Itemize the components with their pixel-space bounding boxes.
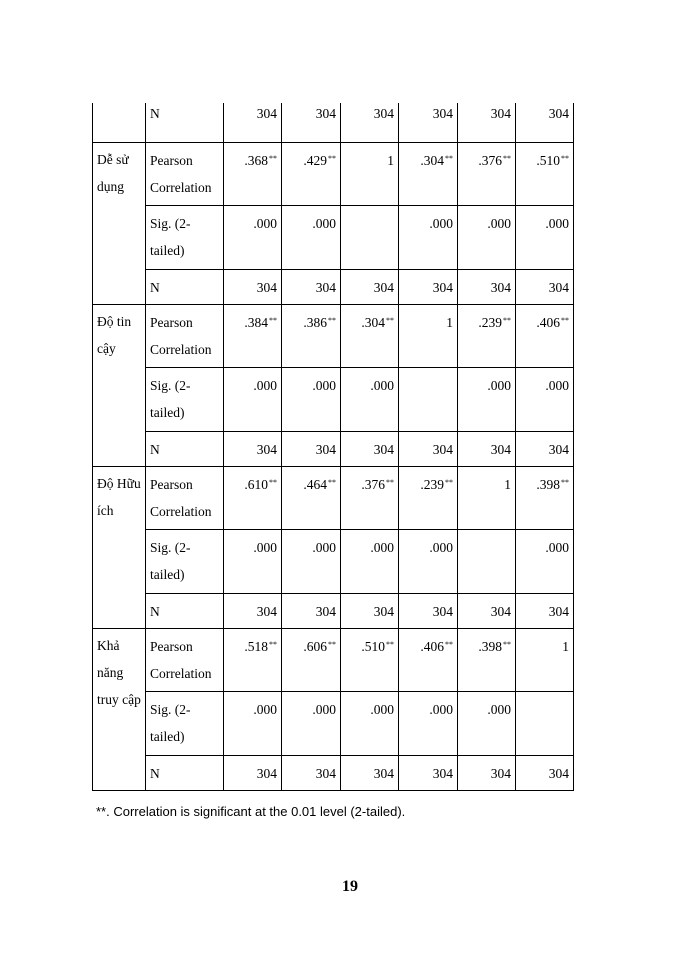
value-cell bbox=[399, 368, 458, 432]
value-cell: .510** bbox=[341, 629, 399, 692]
table-row bbox=[93, 530, 574, 594]
value-cell: .610** bbox=[224, 467, 282, 530]
stat-label-cell: N bbox=[146, 756, 224, 791]
value-cell: 1 bbox=[458, 467, 516, 530]
value-cell: .000 bbox=[224, 368, 282, 432]
table-row bbox=[93, 692, 574, 756]
stat-label-cell: N bbox=[146, 270, 224, 305]
value-cell: .000 bbox=[399, 206, 458, 270]
variable-name-cell: Khả năng truy cập bbox=[93, 629, 146, 791]
value-cell: 304 bbox=[458, 756, 516, 791]
stat-label-cell: Sig. (2-tailed) bbox=[146, 206, 224, 270]
value-cell: 304 bbox=[458, 103, 516, 143]
value-cell: .384** bbox=[224, 305, 282, 368]
stat-label-cell: Pearson Correlation bbox=[146, 143, 224, 206]
value-cell: .386** bbox=[282, 305, 341, 368]
value-cell: .518** bbox=[224, 629, 282, 692]
value-cell bbox=[516, 692, 574, 756]
value-cell: .000 bbox=[282, 206, 341, 270]
value-cell: .000 bbox=[224, 206, 282, 270]
variable-cell bbox=[93, 103, 146, 143]
stat-label-cell: N bbox=[146, 103, 224, 143]
value-cell: 304 bbox=[458, 270, 516, 305]
value-cell: .368** bbox=[224, 143, 282, 206]
stat-label-cell: N bbox=[146, 432, 224, 467]
value-cell: .000 bbox=[516, 368, 574, 432]
value-cell: 304 bbox=[516, 270, 574, 305]
value-cell: 304 bbox=[458, 432, 516, 467]
value-cell: 304 bbox=[282, 103, 341, 143]
table-row bbox=[93, 305, 574, 368]
value-cell: 304 bbox=[516, 594, 574, 629]
value-cell: 304 bbox=[341, 432, 399, 467]
stat-label-cell: Pearson Correlation bbox=[146, 305, 224, 368]
table-row bbox=[93, 206, 574, 270]
stat-label-cell: N bbox=[146, 594, 224, 629]
value-cell: .000 bbox=[282, 368, 341, 432]
value-cell: 304 bbox=[282, 270, 341, 305]
value-cell: .429** bbox=[282, 143, 341, 206]
variable-name-cell: Dễ sử dụng bbox=[93, 143, 146, 305]
variable-name-cell: Độ Hữu ích bbox=[93, 467, 146, 629]
stat-label-cell: Sig. (2-tailed) bbox=[146, 368, 224, 432]
table-row bbox=[93, 629, 574, 692]
table-row bbox=[93, 432, 574, 467]
stat-label-cell: Pearson Correlation bbox=[146, 629, 224, 692]
variable-name-cell: Độ tin cậy bbox=[93, 305, 146, 467]
value-cell: 304 bbox=[516, 756, 574, 791]
table-row bbox=[93, 143, 574, 206]
value-cell: 304 bbox=[282, 594, 341, 629]
value-cell: .000 bbox=[224, 692, 282, 756]
value-cell: 304 bbox=[516, 432, 574, 467]
value-cell: .000 bbox=[224, 530, 282, 594]
value-cell: .000 bbox=[458, 368, 516, 432]
value-cell: .000 bbox=[399, 692, 458, 756]
value-cell: .239** bbox=[399, 467, 458, 530]
value-cell: .464** bbox=[282, 467, 341, 530]
value-cell: .376** bbox=[458, 143, 516, 206]
value-cell: .000 bbox=[399, 530, 458, 594]
value-cell: 304 bbox=[341, 594, 399, 629]
value-cell: .000 bbox=[341, 530, 399, 594]
value-cell: .406** bbox=[516, 305, 574, 368]
value-cell: .000 bbox=[282, 530, 341, 594]
value-cell: .304** bbox=[341, 305, 399, 368]
correlation-table bbox=[92, 103, 574, 791]
value-cell: 1 bbox=[399, 305, 458, 368]
value-cell: .000 bbox=[458, 692, 516, 756]
value-cell: .510** bbox=[516, 143, 574, 206]
value-cell: 304 bbox=[282, 432, 341, 467]
value-cell bbox=[458, 530, 516, 594]
value-cell: 304 bbox=[399, 270, 458, 305]
value-cell: 304 bbox=[341, 756, 399, 791]
value-cell: 304 bbox=[399, 756, 458, 791]
value-cell: 304 bbox=[224, 594, 282, 629]
value-cell: .000 bbox=[341, 692, 399, 756]
table-row bbox=[93, 270, 574, 305]
value-cell: .000 bbox=[282, 692, 341, 756]
value-cell: 304 bbox=[399, 594, 458, 629]
value-cell: .304** bbox=[399, 143, 458, 206]
value-cell: .000 bbox=[516, 206, 574, 270]
value-cell: 1 bbox=[341, 143, 399, 206]
value-cell: 304 bbox=[399, 103, 458, 143]
table-row bbox=[93, 368, 574, 432]
value-cell: 304 bbox=[224, 756, 282, 791]
value-cell: .398** bbox=[516, 467, 574, 530]
table-row bbox=[93, 467, 574, 530]
value-cell: .398** bbox=[458, 629, 516, 692]
value-cell: .000 bbox=[341, 368, 399, 432]
value-cell: 304 bbox=[341, 103, 399, 143]
value-cell: .000 bbox=[458, 206, 516, 270]
stat-label-cell: Pearson Correlation bbox=[146, 467, 224, 530]
value-cell: 304 bbox=[341, 270, 399, 305]
value-cell: .406** bbox=[399, 629, 458, 692]
value-cell: .376** bbox=[341, 467, 399, 530]
value-cell bbox=[341, 206, 399, 270]
stat-label-cell: Sig. (2-tailed) bbox=[146, 692, 224, 756]
value-cell: 304 bbox=[282, 756, 341, 791]
value-cell: .000 bbox=[516, 530, 574, 594]
page-number: 19 bbox=[342, 878, 358, 895]
table-row bbox=[93, 594, 574, 629]
value-cell: 304 bbox=[399, 432, 458, 467]
table-row bbox=[93, 103, 574, 143]
stat-label-cell: Sig. (2-tailed) bbox=[146, 530, 224, 594]
value-cell: 304 bbox=[224, 270, 282, 305]
value-cell: 304 bbox=[458, 594, 516, 629]
value-cell: 304 bbox=[224, 103, 282, 143]
value-cell: 304 bbox=[516, 103, 574, 143]
value-cell: 1 bbox=[516, 629, 574, 692]
value-cell: 304 bbox=[224, 432, 282, 467]
value-cell: .239** bbox=[458, 305, 516, 368]
table-row bbox=[93, 756, 574, 791]
value-cell: .606** bbox=[282, 629, 341, 692]
table-footnote: **. Correlation is significant at the 0.01 level (2-tailed). bbox=[96, 804, 406, 819]
